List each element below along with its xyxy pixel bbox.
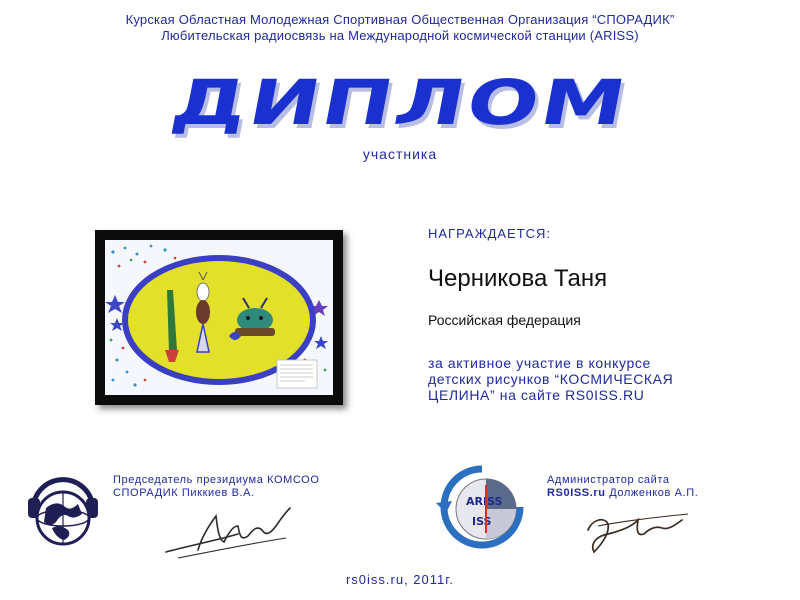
award-reason-line: за активное участие в конкурсе bbox=[428, 355, 651, 371]
recipient-country: Российская федерация bbox=[428, 312, 581, 328]
ariss-logo-icon bbox=[436, 463, 528, 549]
drawing-image-frame bbox=[95, 230, 343, 405]
organization-subtitle: Любительская радиосвязь на Международной космической станции (ARISS) bbox=[161, 28, 639, 43]
ariss-logo-text-bottom: ISS bbox=[472, 515, 492, 528]
awarded-label: НАГРАЖДАЕТСЯ: bbox=[428, 226, 552, 241]
admin-signature bbox=[578, 500, 698, 562]
admin-title-line: Администратор сайта bbox=[547, 474, 670, 486]
children-drawing-image bbox=[105, 240, 333, 395]
diploma-subtitle: участника bbox=[362, 146, 438, 162]
chairman-title-line: Председатель президиума КОМСОО bbox=[113, 474, 320, 486]
admin-title bbox=[547, 474, 787, 500]
award-reason-line: ЦЕЛИНА” на сайте RS0ISS.RU bbox=[428, 387, 645, 403]
chairman-title bbox=[113, 474, 393, 500]
admin-site: RS0ISS.ru bbox=[547, 487, 606, 499]
admin-name: Долженков А.П. bbox=[605, 487, 699, 499]
award-reason bbox=[428, 355, 768, 403]
chairman-name-line: СПОРАДИК Пиккиев В.А. bbox=[113, 487, 255, 499]
organization-name: Курская Областная Молодежная Спортивная Общественная Организация “СПОРАДИК” bbox=[125, 12, 675, 27]
award-reason-line: детских рисунков “КОСМИЧЕСКАЯ bbox=[428, 371, 674, 387]
footer-site-year: rs0iss.ru, 2011г. bbox=[345, 572, 455, 587]
admin-name-line bbox=[547, 487, 787, 500]
ariss-logo-text-top: ARISS bbox=[466, 495, 503, 508]
globe-headphones-icon bbox=[24, 462, 102, 554]
chairman-signature bbox=[158, 500, 298, 562]
recipient-name: Черникова Таня bbox=[428, 265, 608, 292]
diploma-title: ДИПЛОМ bbox=[165, 66, 635, 139]
